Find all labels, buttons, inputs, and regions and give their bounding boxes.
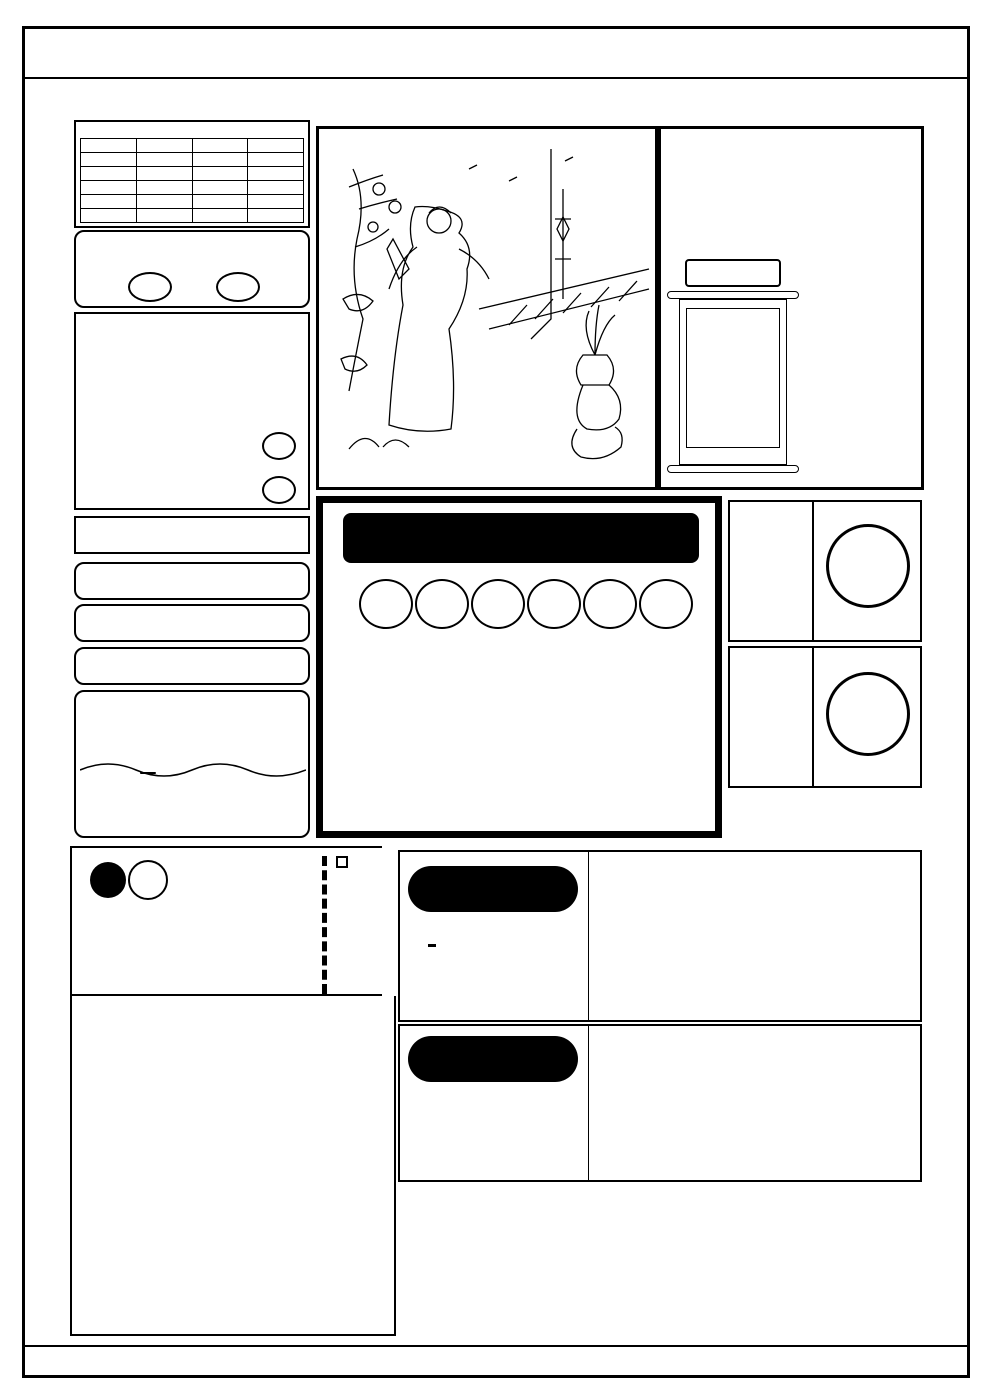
computer-number <box>527 579 581 629</box>
footer <box>25 1345 967 1375</box>
hot-cold-box <box>74 230 310 308</box>
table-row <box>81 153 304 167</box>
offer-cell <box>248 209 304 223</box>
poem-heading <box>88 860 168 900</box>
hot-cell <box>136 209 192 223</box>
total-dash <box>428 944 436 947</box>
stat-number <box>826 524 910 608</box>
hot-cell <box>136 167 192 181</box>
special-number-box <box>74 312 310 510</box>
computer-title-bar <box>343 513 699 563</box>
computer-number <box>471 579 525 629</box>
special-section <box>398 1024 922 1182</box>
scholar-illustration <box>319 129 655 487</box>
scroll-body <box>679 299 787 465</box>
computer-numbers <box>359 579 699 629</box>
scroll-inner <box>686 308 780 448</box>
header-cell <box>136 139 192 153</box>
computer-number <box>639 579 693 629</box>
hot-cell <box>136 195 192 209</box>
special-divider <box>588 1026 589 1180</box>
cold-cell <box>192 195 248 209</box>
hot-cold-number <box>216 272 260 302</box>
history-table <box>80 138 304 223</box>
stat-divider <box>812 648 814 786</box>
stat-box <box>728 646 922 788</box>
computer-number <box>583 579 637 629</box>
special-circle-number <box>262 476 296 504</box>
contribution-note <box>140 772 156 774</box>
illustration-box <box>316 126 658 490</box>
offer-cell <box>248 195 304 209</box>
table-row <box>81 195 304 209</box>
scroll-rod-top <box>667 291 799 299</box>
total-divider <box>588 852 589 1020</box>
total-section <box>398 850 922 1022</box>
tip-label <box>336 856 348 868</box>
stat-divider <box>812 502 814 640</box>
cold-cell <box>192 209 248 223</box>
header-cell <box>81 139 137 153</box>
stat-number <box>826 672 910 756</box>
mark-six-banner-right <box>934 98 964 1348</box>
special-circle-number <box>262 432 296 460</box>
dashed-divider <box>322 856 327 994</box>
stat-box <box>728 500 922 642</box>
puzzle-box <box>70 996 396 1336</box>
mark-six-banner-top <box>34 85 934 111</box>
table-row <box>81 181 304 195</box>
total-label <box>408 866 578 912</box>
cold-cell <box>192 181 248 195</box>
cold-cell <box>192 167 248 181</box>
hot-cell <box>136 181 192 195</box>
poem-box <box>70 846 382 996</box>
offer-cell <box>248 181 304 195</box>
history-table-box <box>74 120 310 228</box>
computer-analysis-box <box>316 496 722 838</box>
poem-heading-highlight <box>90 862 126 898</box>
scroll-rod-bottom <box>667 465 799 473</box>
offer-cell <box>248 167 304 181</box>
cold-cell <box>192 153 248 167</box>
header <box>25 29 967 79</box>
special-handwriting <box>86 372 266 502</box>
table-row <box>81 209 304 223</box>
computer-number <box>415 579 469 629</box>
lucky-number-row <box>74 516 310 554</box>
liuhe-title-box <box>658 126 924 490</box>
computer-number <box>359 579 413 629</box>
puzzle-grid <box>112 1090 392 1290</box>
lucky-color-row <box>74 604 310 642</box>
special-label <box>408 1036 578 1082</box>
header-cell <box>248 139 304 153</box>
lucky-band-row <box>74 647 310 685</box>
mark-six-banner-left <box>30 98 60 1348</box>
hot-cold-number <box>128 272 172 302</box>
scroll-title <box>685 259 781 287</box>
header-cell <box>192 139 248 153</box>
table-row <box>81 167 304 181</box>
poem-heading-highlight <box>128 860 168 900</box>
wave-decoration <box>80 758 306 778</box>
history-table-title <box>80 124 304 138</box>
history-table-header <box>81 139 304 153</box>
offer-cell <box>248 153 304 167</box>
contribution-box <box>74 690 310 838</box>
hot-cell <box>136 153 192 167</box>
lucky-zodiac-row <box>74 562 310 600</box>
